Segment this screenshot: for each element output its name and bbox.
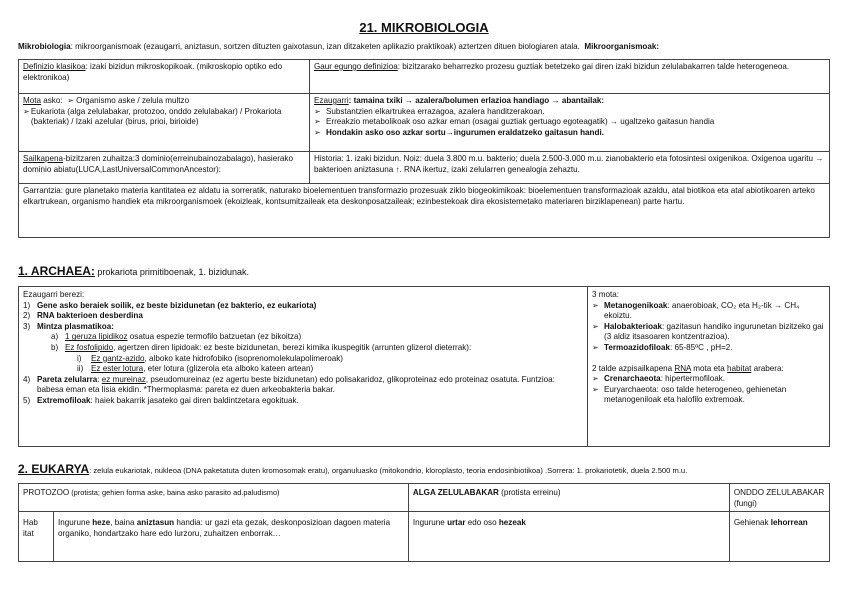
classification-text: -bizitzaren zuhaitza:3 dominio(erreinubainozabalago), hasierako dominio abiatu(LUCA,LastUniversalCommonAncestor): — [23, 154, 293, 174]
types-line-1: Organismo aske / zelula multzo — [76, 96, 190, 105]
alga-header — [408, 484, 729, 512]
archaea-item-3bii-underline: Ez ester lotura — [91, 364, 144, 374]
arrow-bullet-icon: ➢ — [314, 127, 321, 137]
archaea-table — [18, 286, 830, 447]
protozoo-habitat-a: Ingurune — [58, 518, 93, 528]
classification-cell — [19, 152, 310, 184]
history-text: Historia: 1. izaki bizidun. Noiz: duela 3.800 m.u. bakterio; duela 2.500-3.000 m.u. zianobakterio eta fotosintesi oxigenikoa. Oxigenoa ugaritu → bakterioen aniztasuna ↑. RNA ikertuz, izaki zelularren genealogia zehaztu. — [314, 154, 824, 174]
intro-line — [18, 42, 830, 53]
fungi-habitat-a: Gehienak — [733, 518, 771, 528]
archaea-subgroups-m: mota eta — [691, 363, 728, 373]
archaea-type-2: : gazitasun handiko ingurunetan bizitzeko gai (3 aldiz itsasoaren kontzentrazioa). — [604, 321, 824, 342]
item-letter: a) — [51, 332, 59, 342]
archaea-type-1: : anaerobioak, CO₂ eta H₂-tik → CH₄ ekoiztu. — [604, 300, 800, 321]
importance-text: Garrantzia: gure planetako materia kantitatea ez aldatu ia sorreratik, naturako bioelementuen transformazio prozesuak ziklo biogeokimikoak: bioelementuen transformazioak azaldu, atal biotikoa eta atal abiotikoaren arteko elkartrukean, organismo handiek eta mikroorganismoek (ekoizleak, kontsumitzaileak eta deskonposatzaileak; ezinbestekoak dira ekosistemetako materiaren birziklapenean) parte hartu. — [23, 186, 815, 206]
arrow-bullet-icon: ➢ — [67, 96, 74, 105]
item-letter: b) — [51, 342, 59, 352]
archaea-item-2: RNA bakterioen desberdina — [37, 311, 143, 321]
item-roman: ii) — [77, 364, 84, 374]
archaea-features-title: Ezaugarri berezi: — [23, 290, 85, 299]
features-label: Ezaugarri — [314, 96, 349, 105]
archaea-item-3a: osatua espezie termofilo batzuetan (ez bikoitza) — [127, 332, 302, 342]
fungi-habitat-cell — [729, 512, 829, 562]
features-text: : tamaina txiki → azalera/bolumen erlazioa handiago → abantailak: — [348, 96, 605, 105]
archaea-subgroups-rna: RNA — [674, 363, 692, 373]
fungi-title: ONDDO ZELULABAKAR — [733, 488, 825, 497]
archaea-item-4: , pseudomureinaz (ez agertu beste bizidunetan) edo polisakaridoz, glikoproteinaz edo proteinaz osatuta. Funtzioa: babesa eman eta lisia ekidin. *Thermoplasma: pareta ez duen arkeobakteria bakar. — [37, 374, 555, 395]
alga-title: ALGA ZELULABAKAR — [412, 488, 499, 497]
item-number: 2) — [23, 311, 31, 321]
eukarya-subheading: : zelula eukariotak, nukleoa (DNA paketatuta duten kromosomak eratu), organuluasko (mitokondrio, kloroplasto, teoria endosinbiotikoa) .Sorrera: 1. prokariotetik, duela 2.500 m.u. — [89, 466, 688, 475]
item-number: 1) — [23, 300, 31, 310]
archaea-types-cell — [588, 287, 830, 447]
item-roman: i) — [77, 353, 82, 363]
archaea-item-5: : haiek bakarrik jasateko gai diren baldintzetara egokituak. — [90, 395, 299, 405]
archaea-item-3bi: , alboko kate hidrofobiko (isoprenomolekulapolimeroak) — [144, 353, 343, 363]
archaea-item-3bi-underline: Ez gantz-azido — [91, 353, 145, 363]
features-line-1: Substantzien elkartrukea errazagoa, azalera handitzerakoan. — [326, 106, 545, 116]
alga-habitat-a: Ingurune — [412, 518, 448, 528]
def-classic-label: Definizio klasikoa — [23, 62, 86, 71]
page-title: 21. MIKROBIOLOGIA — [359, 20, 489, 35]
habitat-row-label — [19, 512, 54, 562]
history-cell — [310, 152, 830, 184]
arrow-bullet-icon: ➢ — [592, 300, 599, 310]
archaea-item-1: Gene asko beraiek soilik, ez beste bizidunetan (ez bakterio, ez eukariota) — [37, 300, 317, 310]
microorganisms-table — [18, 59, 830, 238]
archaea-types-title: 3 mota: — [592, 290, 619, 299]
archaea-item-4-bold: Pareta zelularra — [37, 374, 98, 384]
item-number: 4) — [23, 374, 31, 384]
archaea-heading: 1. ARCHAEA: — [18, 264, 95, 278]
def-modern-text: : bizitzarako beharrezko prozesu guztiak betetzeko gai diren izaki bizidun zelulabakarren talde heterogeneoa. — [397, 62, 790, 71]
archaea-type-1-bold: Metanogenikoak — [604, 300, 668, 310]
protozoo-habitat-cell — [54, 512, 409, 562]
archaea-subgroups-e: arabera: — [751, 363, 784, 373]
importance-cell — [19, 184, 830, 238]
fungi-header — [729, 484, 829, 512]
archaea-features-cell: Ezaugarri berezi: 1) Gene asko beraiek soilik, ez beste bizidunetan (ez bakterio, ez eukariota) 2) RNA bakterioen desberdina 3) Mintza plasmatikoa: a) 1 geruza lipidikoz osatua espezie termofilo batzuetan (ez bikoitza) b) Ez fosfolipido, agertzen diren lipidoak: ez beste bizidunetan, berezi kimika ikuspegitik (arrunten glizerol dieterrak): i) Ez gantz-azido, alboko kate hidrofobiko (isoprenomolekulapolimeroak) ii) Ez ester lotura, eter lotura (glizerola eta alboko kateen artean) 4) Pareta zelularra: ez mureinaz, pseudomureinaz (ez agertu beste bizidunetan) edo polisakaridoz, glikoproteinaz edo proteinaz osatuta. Funtzioa: babesa eman eta lisia ekidin. *Thermoplasma: pareta ez duen arkeobakteria bakar. 5) Extremofiloak: haiek bakarrik jasateko gai diren baldintzetara egokituak. — [19, 287, 588, 447]
def-modern-cell — [310, 60, 830, 94]
alga-habitat-m: edo oso — [465, 518, 499, 528]
protozoo-habitat-b1: heze — [92, 518, 111, 528]
archaea-type-2-bold: Halobakterioak — [604, 321, 663, 331]
eukarya-heading: 2. EUKARYA — [18, 462, 90, 476]
archaea-item-3b-underline: Ez fosfolipido — [65, 342, 114, 352]
protozoo-habitat-m: , baina — [110, 518, 137, 528]
arrow-bullet-icon: ➢ — [592, 321, 599, 331]
alga-habitat-b1: urtar — [447, 518, 466, 528]
arrow-bullet-icon: ➢ — [23, 106, 30, 116]
features-cell — [310, 94, 830, 152]
def-classic-text: : izaki bizidun mikroskopikoak. (mikroskopio optiko edo elektronikoa) — [23, 62, 283, 82]
alga-habitat-cell — [408, 512, 729, 562]
archaea-item-5-bold: Extremofiloak — [37, 395, 91, 405]
item-number: 3) — [23, 321, 31, 331]
archaea-item-3bii: , eter lotura (glizerola eta alboko kateen artean) — [143, 364, 314, 374]
archaea-group-1: : hipertermofiloak. — [660, 374, 726, 384]
arrow-bullet-icon: ➢ — [592, 384, 599, 394]
protozoo-habitat-b2: aniztasun — [136, 518, 175, 528]
types-text: asko: — [41, 96, 63, 105]
types-cell — [19, 94, 310, 152]
archaea-subgroups-a: 2 talde azpisailkapena — [592, 363, 675, 373]
protozoo-header — [19, 484, 409, 512]
types-line-2: Eukariota (alga zelulabakar, protozoo, onddo zelulabakar) / Prokariota (bakteriak) / Izaki azelular (birus, prioi, birioide) — [30, 106, 282, 127]
arrow-bullet-icon: ➢ — [314, 117, 321, 127]
intro-text: : mikroorganismoak (ezaugarri, aniztasun, sortzen dituzten gaixotasun, izan ditzaketen aplikazio praktikoak) aztertzen dituen biologiaren atala. — [70, 42, 580, 51]
arrow-bullet-icon: ➢ — [314, 106, 321, 116]
eukarya-heading-line — [18, 462, 687, 477]
archaea-item-3a-underline: 1 geruza lipidikoz — [65, 332, 128, 342]
fungi-subtitle: (fungi) — [733, 498, 757, 508]
intro-label-2: Mikroorganismoak: — [584, 42, 660, 51]
archaea-type-3: : 65-85ºC , pH=2. — [669, 342, 733, 352]
features-line-3: Hondakin asko oso azkar sortu→ingurumen eraldatzeko gaitasun handi. — [326, 127, 604, 137]
def-classic-cell — [19, 60, 310, 94]
archaea-item-3b: , agertzen diren lipidoak: ez beste bizidunetan, berezi kimika ikuspegitik (arrunten glizerol dieterrak): — [113, 342, 472, 352]
alga-subtitle: (protista erreinu) — [498, 488, 561, 497]
classification-label: Sailkapena — [23, 154, 64, 163]
archaea-subheading: prokariota primitiboenak, 1. bizidunak. — [94, 267, 249, 277]
archaea-type-3-bold: Termoazidofiloak — [604, 342, 670, 352]
archaea-subgroups-line — [592, 364, 825, 375]
alga-habitat-b2: hezeak — [498, 518, 526, 528]
habitat-label: Hab itat — [23, 518, 38, 538]
eukarya-table — [18, 483, 830, 562]
types-label: Mota — [23, 96, 41, 105]
def-modern-label: Gaur egungo definizioa — [314, 62, 398, 71]
arrow-bullet-icon: ➢ — [592, 374, 599, 384]
archaea-item-3: Mintza plasmatikoa: — [37, 321, 114, 331]
archaea-group-1-bold: Crenarchaeota — [604, 374, 661, 384]
archaea-subgroups-habitat: habitat — [727, 363, 752, 373]
archaea-heading-line — [18, 264, 249, 278]
arrow-bullet-icon: ➢ — [592, 342, 599, 352]
archaea-item-4-underline: ez mureinaz — [101, 374, 146, 384]
protozoo-subtitle: (protista; gehien forma aske, baina asko parasito ad.paludismo) — [69, 488, 280, 497]
archaea-group-2: Euryarchaeota: oso talde heterogeneo, gehienetan metanogeniloak eta halofilo extremoak. — [604, 384, 787, 405]
item-number: 5) — [23, 395, 31, 405]
protozoo-habitat-e: handia: ur gazi eta gezak, deskonposizioan dagoen materia organiko, hondartzako hare edo lurzoru, zuhaitzen enborrak… — [58, 518, 391, 538]
intro-label: Mikrobiologia — [18, 42, 71, 51]
features-line-2: Erreakzio metabolikoak oso azkar eman (osagai guztiak gertuago egoteagatik) → ugaltzeko gaitasun handia — [326, 117, 715, 127]
protozoo-title: PROTOZOO — [23, 488, 70, 497]
fungi-habitat-b: lehorrean — [770, 518, 808, 528]
